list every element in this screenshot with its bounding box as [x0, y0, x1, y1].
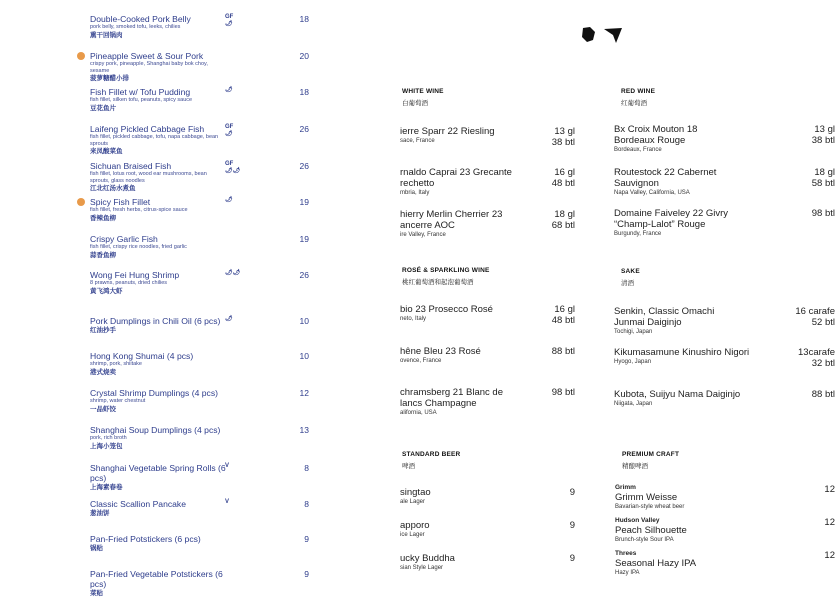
- drink-item: [400, 487, 575, 506]
- menu-item: [90, 87, 315, 113]
- drink-price: 16 carafe 52 btl: [795, 306, 835, 328]
- item-name: Shanghai Soup Dumplings (4 pcs): [90, 425, 221, 435]
- section-title: SAKE: [621, 268, 640, 275]
- item-price: 26: [299, 270, 309, 280]
- drink-origin: Bordeaux, France: [614, 147, 662, 153]
- drink-name: bio 23 Prosecco Rosé: [400, 304, 493, 315]
- item-price: 13: [299, 425, 309, 435]
- menu-item: [90, 569, 315, 598]
- drink-name: Bx Croix Mouton 18 Bordeaux Rouge: [614, 124, 698, 146]
- item-chinese-name: 一品虾饺: [90, 405, 116, 413]
- drink-price: 98 btl: [551, 387, 575, 398]
- drink-name: apporo: [400, 520, 430, 531]
- menu-item: [90, 124, 315, 156]
- section-header-white-wine: [402, 88, 444, 107]
- section-title: STANDARD BEER: [402, 451, 461, 458]
- menu-item: [90, 14, 315, 40]
- logo-blob-icon: [580, 26, 596, 49]
- item-description: shrimp, water chestnut: [90, 398, 146, 404]
- dietary-tags: GF 🌶🌶: [225, 161, 241, 174]
- item-name: Laifeng Pickled Cabbage Fish: [90, 124, 205, 134]
- item-description: fish fillet, pickled cabbage, tofu, napa cabbage, bean sprouts: [90, 134, 219, 147]
- drink-origin: Napa Valley, California, USA: [614, 190, 690, 196]
- drink-item: [614, 347, 835, 369]
- dietary-tags: GF 🌶: [225, 124, 234, 137]
- section-chinese-title: 红葡萄酒: [621, 100, 647, 107]
- item-name: Pineapple Sweet & Sour Pork: [90, 51, 204, 61]
- item-price: 12: [299, 388, 309, 398]
- drink-origin: sace, France: [400, 138, 435, 144]
- item-description: fish fillet, crispy rice noodles, fried garlic: [90, 244, 187, 250]
- item-price: 20: [299, 51, 309, 61]
- menu-item: [90, 351, 315, 377]
- menu-item: [90, 388, 315, 414]
- item-price: 18: [299, 14, 309, 24]
- item-chinese-name: 上海小笼包: [90, 442, 123, 450]
- drink-price: 18 gl 58 btl: [811, 167, 835, 189]
- section-title: ROSÉ & SPARKLING WINE: [402, 267, 490, 274]
- item-name: Hong Kong Shumai (4 pcs): [90, 351, 194, 361]
- drink-price: 12: [824, 517, 835, 528]
- menu-item: [90, 316, 315, 335]
- drink-name: ucky Buddha: [400, 553, 455, 564]
- menu-item: [90, 51, 315, 83]
- item-description: fish fillet, silken tofu, peanuts, spicy sauce: [90, 97, 193, 103]
- menu-item: [90, 270, 315, 296]
- section-chinese-title: 精酿啤酒: [622, 463, 648, 470]
- dietary-tags: V: [225, 463, 230, 469]
- drink-origin: Tochigi, Japan: [614, 329, 653, 335]
- menu-item: [90, 463, 315, 492]
- drink-price: 13carafe 32 btl: [798, 347, 835, 369]
- item-price: 8: [304, 463, 309, 473]
- drink-name: Peach Silhouette: [615, 525, 687, 536]
- drink-origin: ice Lager: [400, 532, 425, 538]
- item-description: fish fillet, fresh herbs, citrus-spice sauce: [90, 207, 188, 213]
- item-chinese-name: 菜贴: [90, 590, 103, 597]
- drink-price: 88 btl: [811, 389, 835, 400]
- item-chinese-name: 来凤酸菜鱼: [90, 148, 123, 155]
- item-name: Fish Fillet w/ Tofu Pudding: [90, 87, 191, 97]
- drink-name: Domaine Faiveley 22 Givry “Champ-Lalot” Rouge: [614, 208, 729, 230]
- drink-price: 98 btl: [811, 208, 835, 219]
- logo-arrow-icon: [604, 28, 622, 49]
- menu-item: [90, 234, 315, 260]
- item-chinese-name: 上海素春卷: [90, 484, 123, 491]
- drink-name: Grimm Weisse: [615, 492, 678, 503]
- menu-item: [90, 499, 315, 518]
- drink-item: [400, 387, 575, 417]
- item-price: 18: [299, 87, 309, 97]
- drink-origin: Burgundy, France: [614, 231, 662, 237]
- item-name: Wong Fei Hung Shrimp: [90, 270, 180, 280]
- item-description: pork belly, smoked tofu, leeks, chilies: [90, 24, 181, 30]
- drink-price: 12: [824, 550, 835, 561]
- section-title: PREMIUM CRAFT: [622, 451, 680, 458]
- item-name: Shanghai Vegetable Spring Rolls (6 pcs): [90, 463, 226, 483]
- drink-name: ierre Sparr 22 Riesling: [400, 126, 495, 137]
- item-name: Crispy Garlic Fish: [90, 234, 158, 244]
- section-header-standard-beer: [402, 451, 460, 470]
- drink-origin: ire Valley, France: [400, 232, 446, 238]
- item-name: Spicy Fish Fillet: [90, 197, 151, 207]
- drink-name: Seasonal Hazy IPA: [615, 558, 697, 569]
- drink-origin: mbria, Italy: [400, 190, 430, 196]
- drink-item: [400, 167, 575, 197]
- dietary-tags: 🌶: [225, 87, 233, 93]
- dietary-tags: 🌶: [225, 316, 233, 322]
- section-chinese-title: 啤酒: [402, 463, 415, 470]
- chef-special-icon: [77, 52, 85, 60]
- drink-name: Kikumasamune Kinushiro Nigori: [614, 347, 750, 358]
- drink-item: [614, 306, 835, 336]
- drink-item: [614, 208, 835, 238]
- section-header-red-wine: [621, 88, 655, 107]
- item-chinese-name: 锅贴: [90, 545, 103, 552]
- drink-origin: neto, Italy: [400, 316, 427, 322]
- item-name: Sichuan Braised Fish: [90, 161, 172, 171]
- drink-item: [400, 209, 575, 239]
- drink-item: [615, 550, 835, 577]
- section-header-premium-craft: [622, 451, 679, 470]
- drink-name: chramsberg 21 Blanc de lancs Champagne: [400, 387, 503, 409]
- section-chinese-title: 清酒: [621, 280, 634, 287]
- item-chinese-name: 菠萝糖醋小排: [90, 75, 129, 82]
- item-price: 19: [299, 197, 309, 207]
- item-name: Pan-Fried Vegetable Potstickers (6 pcs): [90, 569, 223, 589]
- drink-item: [400, 520, 575, 539]
- brewery-name: Hudson Valley: [615, 517, 660, 524]
- drink-price: 16 gl 48 btl: [551, 167, 575, 189]
- food-menu-column: [0, 0, 330, 600]
- drink-item: [400, 304, 575, 326]
- item-chinese-name: 豆花鱼片: [90, 104, 116, 112]
- drink-item: [615, 484, 835, 511]
- drink-origin: Brunch-style Sour IPA: [615, 537, 674, 543]
- drink-origin: Bavarian-style wheat beer: [615, 504, 685, 510]
- brewery-name: Grimm: [615, 484, 636, 491]
- drink-name: Senkin, Classic Omachi Junmai Daiginjo: [614, 306, 715, 328]
- drink-item: [614, 167, 835, 197]
- section-title: WHITE WINE: [402, 88, 444, 95]
- menu-item: [90, 425, 315, 451]
- section-header-sake: [621, 268, 640, 287]
- menu-item: [90, 197, 315, 223]
- item-price: 9: [304, 569, 309, 579]
- drink-origin: Hazy IPA: [615, 570, 640, 576]
- menu-item: [90, 161, 315, 193]
- item-chinese-name: 黄飞鸿大虾: [90, 287, 123, 295]
- item-chinese-name: 江北红汤水煮鱼: [90, 185, 136, 192]
- drink-price: 13 gl 38 btl: [551, 126, 575, 148]
- drink-item: [615, 517, 835, 544]
- item-price: 10: [299, 351, 309, 361]
- section-header-ros-sparkling-wine: [402, 267, 490, 286]
- chef-special-icon: [77, 198, 85, 206]
- drink-origin: ale Lager: [400, 499, 426, 505]
- dietary-tags: V: [225, 499, 230, 505]
- drink-item: [400, 126, 575, 148]
- item-price: 26: [299, 124, 309, 134]
- item-price: 10: [299, 316, 309, 326]
- section-chinese-title: 桃红葡萄酒和起泡葡萄酒: [402, 279, 474, 286]
- item-chinese-name: 蒜香鱼柳: [90, 251, 116, 259]
- drink-name: hierry Merlin Cherrier 23 ancerre AOC: [400, 209, 503, 231]
- drink-price: 9: [569, 553, 575, 564]
- item-name: Classic Scallion Pancake: [90, 499, 187, 509]
- item-chinese-name: 香辣鱼柳: [90, 214, 116, 222]
- item-price: 19: [299, 234, 309, 244]
- drink-item: [400, 346, 575, 365]
- menu-item: [90, 534, 315, 553]
- item-chinese-name: 熏干回锅肉: [90, 31, 123, 39]
- item-description: shrimp, pork, shiitake: [90, 361, 142, 367]
- drink-origin: sian Style Lager: [400, 565, 444, 571]
- drink-name: Routestock 22 Cabernet Sauvignon: [614, 167, 717, 189]
- drink-price: 16 gl 48 btl: [551, 304, 575, 326]
- item-description: fish fillet, lotus root, wood ear mushrooms, bean sprouts, glass noodles: [90, 171, 207, 184]
- item-name: Pan-Fried Potstickers (6 pcs): [90, 534, 201, 544]
- item-price: 8: [304, 499, 309, 509]
- drink-price: 12: [824, 484, 835, 495]
- item-chinese-name: 港式烧卖: [90, 368, 116, 376]
- drink-origin: Hyogo, Japan: [614, 359, 652, 365]
- drink-item: [614, 124, 835, 154]
- item-price: 9: [304, 534, 309, 544]
- brewery-name: Threes: [615, 550, 637, 557]
- item-name: Double-Cooked Pork Belly: [90, 14, 191, 24]
- item-price: 26: [299, 161, 309, 171]
- dietary-tags: 🌶🌶: [225, 270, 241, 276]
- section-chinese-title: 白葡萄酒: [402, 100, 428, 107]
- drink-price: 9: [569, 520, 575, 531]
- item-chinese-name: 红油抄手: [90, 327, 116, 334]
- item-chinese-name: 葱油饼: [90, 510, 110, 517]
- dietary-tags: GF 🌶: [225, 14, 234, 27]
- drink-price: 18 gl 68 btl: [551, 209, 575, 231]
- drink-name: rnaldo Caprai 23 Grecante rechetto: [400, 167, 512, 189]
- item-description: 8 prawns, peanuts, dried chilies: [90, 280, 168, 286]
- section-title: RED WINE: [621, 88, 656, 95]
- drink-origin: alifornia, USA: [400, 410, 437, 416]
- drink-origin: ovence, France: [400, 358, 442, 364]
- drink-name: singtao: [400, 487, 431, 498]
- drink-name: hêne Bleu 23 Rosé: [400, 346, 481, 357]
- drink-item: [614, 389, 835, 408]
- item-name: Pork Dumplings in Chili Oil (6 pcs): [90, 316, 221, 326]
- item-name: Crystal Shrimp Dumplings (4 pcs): [90, 388, 218, 398]
- item-description: crispy pork, pineapple, Shanghai baby bok choy, sesame: [90, 61, 208, 74]
- drink-price: 9: [569, 487, 575, 498]
- drink-price: 13 gl 38 btl: [811, 124, 835, 146]
- item-description: pork, rich broth: [90, 435, 127, 441]
- drink-origin: Niigata, Japan: [614, 401, 653, 407]
- drink-price: 88 btl: [551, 346, 575, 357]
- drink-item: [400, 553, 575, 572]
- dietary-tags: 🌶: [225, 197, 233, 203]
- drink-name: Kubota, Suijyu Nama Daiginjo: [614, 389, 741, 400]
